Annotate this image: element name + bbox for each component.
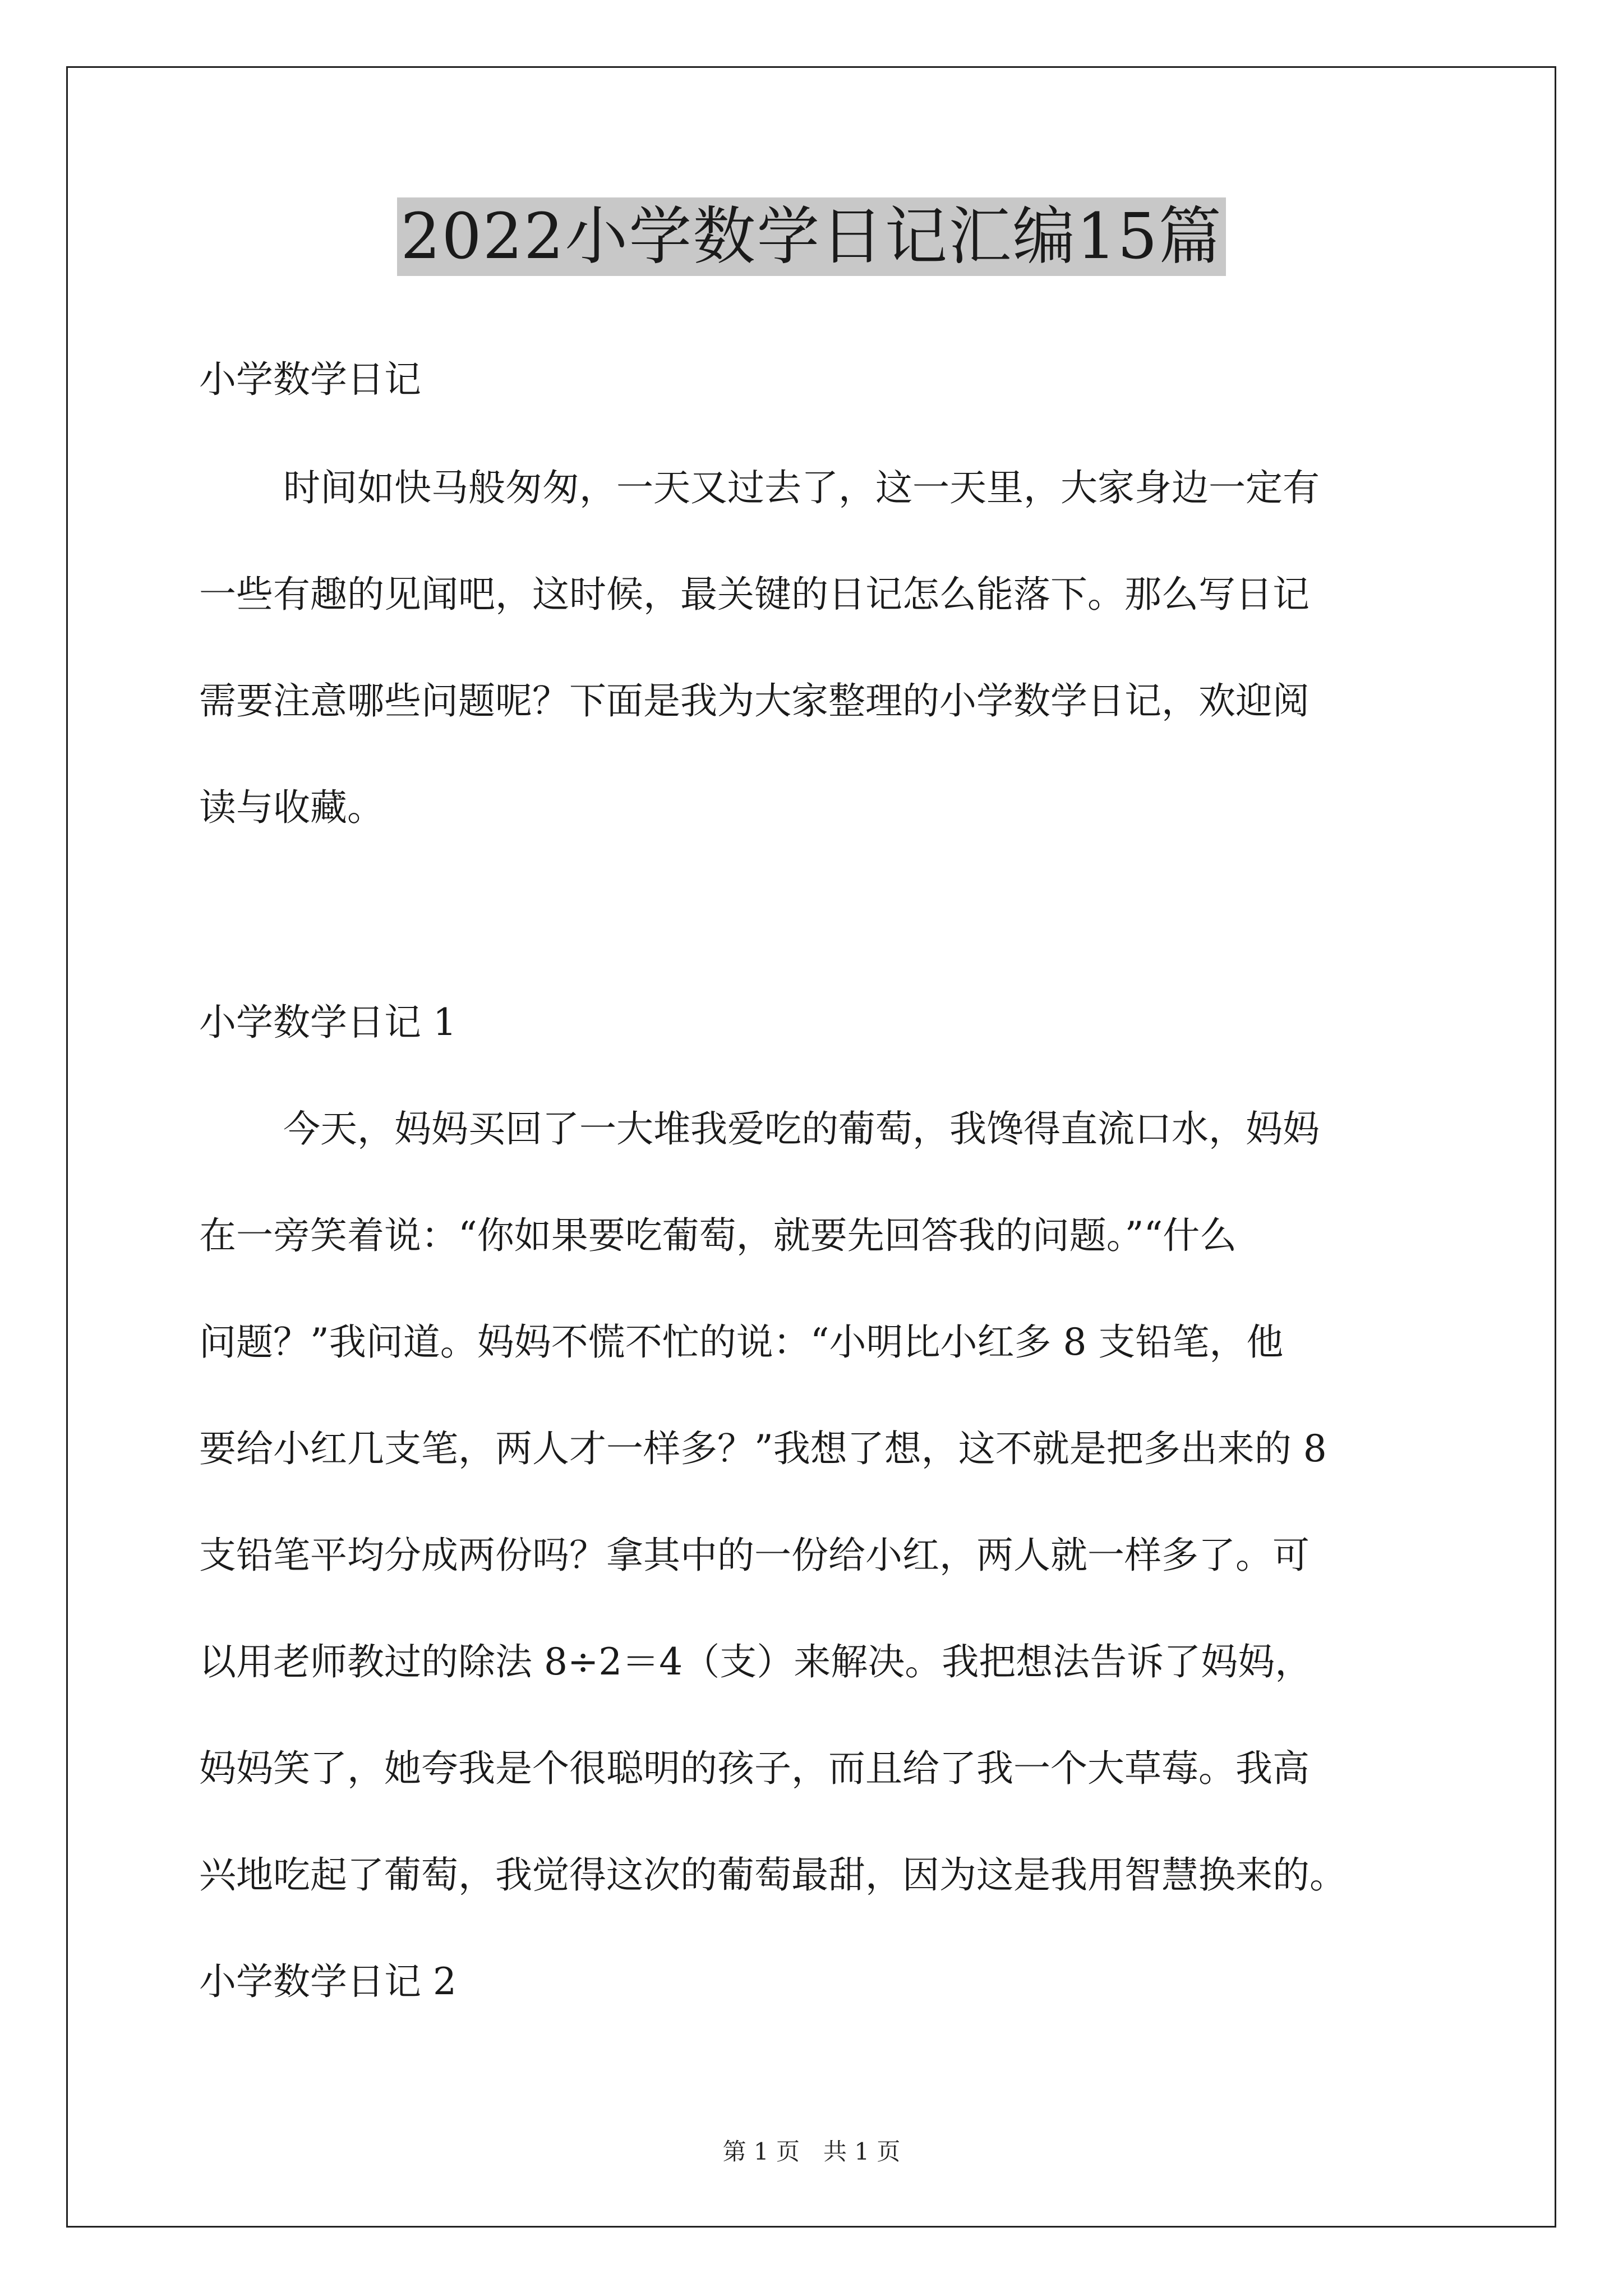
diary1-line: 问题？”我问道。妈妈不慌不忙的说：“小明比小红多 8 支铅笔，他 bbox=[199, 1320, 1284, 1364]
diary1-line: 在一旁笑着说：“你如果要吃葡萄，就要先回答我的问题。”“什么 bbox=[199, 1214, 1237, 1257]
document-title: 2022小学数学日记汇编15篇 bbox=[397, 197, 1226, 276]
intro-line: 需要注意哪些问题呢？下面是我为大家整理的小学数学日记，欢迎阅 bbox=[199, 679, 1310, 723]
diary1-line: 支铅笔平均分成两份吗？拿其中的一份给小红，两人就一样多了。可 bbox=[199, 1534, 1310, 1577]
diary2-heading: 小学数学日记 2 bbox=[199, 1960, 457, 2003]
diary1-line: 兴地吃起了葡萄，我觉得这次的葡萄最甜，因为这是我用智慧换来的。 bbox=[199, 1853, 1347, 1897]
intro-line: 一些有趣的见闻吧，这时候，最关键的日记怎么能落下。那么写日记 bbox=[199, 573, 1310, 616]
diary1-line: 妈妈笑了，她夸我是个很聪明的孩子，而且给了我一个大草莓。我高 bbox=[199, 1747, 1310, 1790]
intro-line: 读与收藏。 bbox=[199, 786, 384, 829]
title-container bbox=[0, 197, 1623, 276]
diary1-line: 今天，妈妈买回了一大堆我爱吃的葡萄，我馋得直流口水，妈妈 bbox=[283, 1107, 1320, 1151]
diary1-heading: 小学数学日记 1 bbox=[199, 1001, 457, 1044]
diary1-line: 以用老师教过的除法 8÷2＝4（支）来解决。我把想法告诉了妈妈， bbox=[199, 1640, 1312, 1683]
diary1-line: 要给小红几支笔，两人才一样多？”我想了想，这不就是把多出来的 8 bbox=[199, 1427, 1327, 1470]
intro-line: 时间如快马般匆匆，一天又过去了，这一天里，大家身边一定有 bbox=[283, 466, 1320, 509]
page-number-footer: 第 1 页 共 1 页 bbox=[722, 2138, 901, 2165]
intro-heading: 小学数学日记 bbox=[199, 358, 421, 401]
